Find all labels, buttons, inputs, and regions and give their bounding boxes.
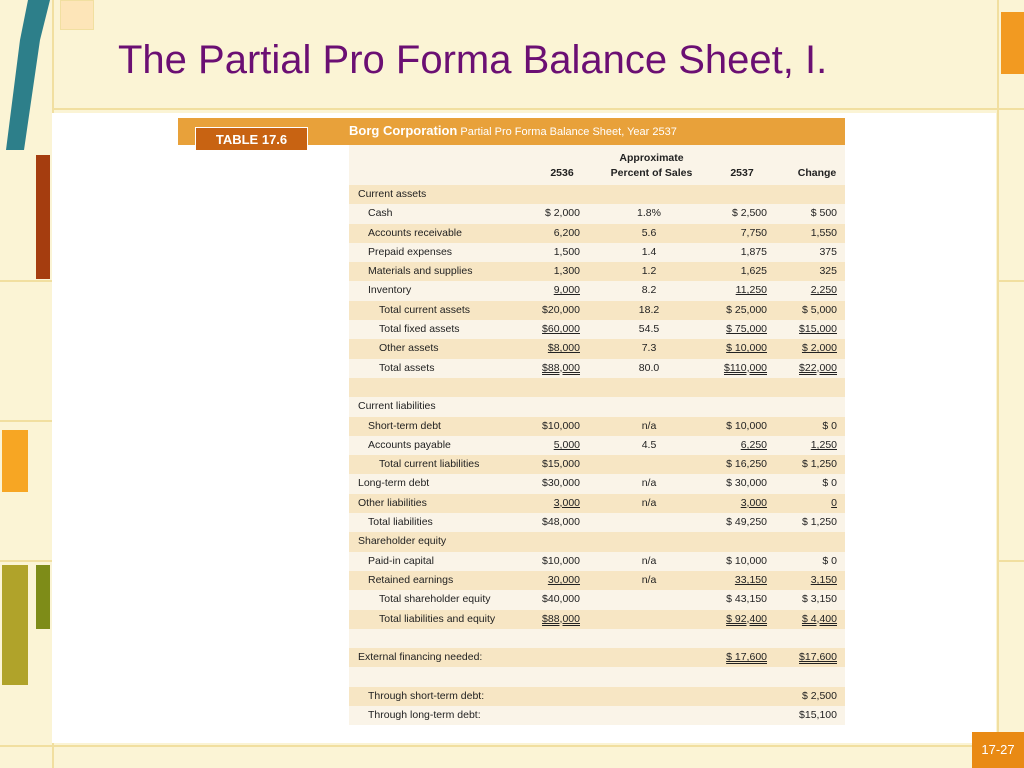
value-change: $15,000 — [799, 323, 837, 336]
value-change: 0 — [831, 496, 837, 509]
decor-block-orange — [1001, 12, 1024, 74]
table-row — [349, 532, 845, 551]
value-percent: n/a — [641, 573, 657, 586]
table-row — [349, 204, 845, 223]
table-company: Borg Corporation — [349, 123, 458, 138]
value-change: $ 1,250 — [801, 516, 837, 529]
table-title — [349, 123, 677, 138]
value-2537: 1,625 — [740, 265, 767, 278]
table-row — [349, 378, 845, 397]
table-row — [349, 262, 845, 281]
decor-block-brown — [36, 155, 50, 279]
col-header-change: Change — [797, 167, 837, 179]
decor-line — [997, 0, 999, 768]
row-label: Prepaid expenses — [368, 245, 453, 258]
table-row — [349, 687, 845, 706]
table-row — [349, 629, 845, 648]
value-2537: $ 25,000 — [726, 303, 767, 316]
decor-line — [999, 560, 1024, 562]
table-row — [349, 494, 845, 513]
table-subtitle: Partial Pro Forma Balance Sheet, Year 2537 — [460, 126, 677, 138]
value-change: 1,250 — [810, 438, 837, 451]
table-row — [349, 281, 845, 300]
table-badge: TABLE 17.6 — [195, 127, 308, 151]
value-change: $ 3,150 — [801, 593, 837, 606]
table-row — [349, 513, 845, 532]
value-2537: $ 49,250 — [726, 516, 767, 529]
value-change: $ 500 — [810, 207, 837, 220]
table-row — [349, 301, 845, 320]
value-percent: 1.2 — [641, 265, 657, 278]
value-percent: n/a — [641, 419, 657, 432]
value-change: $15,100 — [799, 709, 837, 722]
row-label: External financing needed: — [358, 651, 483, 664]
value-2536: $10,000 — [542, 554, 580, 567]
value-2537: $ 16,250 — [726, 458, 767, 471]
row-label: Cash — [368, 207, 393, 220]
value-2537: $ 75,000 — [726, 323, 767, 336]
value-change: $ 0 — [822, 554, 837, 567]
value-2537: 7,750 — [740, 226, 767, 239]
value-change: 325 — [819, 265, 837, 278]
value-2537: $ 92,400 — [726, 612, 767, 625]
value-2536: $88,000 — [542, 361, 580, 374]
decor-line — [0, 560, 52, 562]
table-row — [349, 224, 845, 243]
value-2537: $ 43,150 — [726, 593, 767, 606]
decor-line — [999, 280, 1024, 282]
value-2536: $40,000 — [542, 593, 580, 606]
value-2537: 11,250 — [735, 284, 767, 297]
table-row — [349, 243, 845, 262]
value-2536: 3,000 — [553, 496, 580, 509]
decor-block-teal — [0, 0, 52, 150]
value-change: 1,550 — [810, 226, 837, 239]
row-label: Total fixed assets — [379, 323, 460, 336]
value-2536: 30,000 — [547, 573, 580, 586]
page-number: 17-27 — [972, 732, 1024, 768]
row-label: Total current liabilities — [379, 458, 480, 471]
table-row — [349, 706, 845, 725]
decor-block-olive — [2, 565, 28, 685]
decor-line — [0, 420, 52, 422]
value-2536: $48,000 — [542, 516, 580, 529]
row-label: Short-term debt — [368, 419, 441, 432]
value-2536: 6,200 — [553, 226, 580, 239]
value-change: $22,000 — [799, 361, 837, 374]
table-row — [349, 667, 845, 686]
value-2536: 1,500 — [553, 245, 580, 258]
value-2536: $60,000 — [542, 323, 580, 336]
value-2537: 3,000 — [740, 496, 767, 509]
value-change: $ 0 — [822, 477, 837, 490]
row-label: Total assets — [379, 361, 435, 374]
value-change: $ 5,000 — [801, 303, 837, 316]
value-percent: 5.6 — [641, 226, 657, 239]
decor-block-orange — [2, 430, 28, 492]
value-2536: $30,000 — [542, 477, 580, 490]
value-change: $ 2,500 — [801, 689, 837, 702]
value-2536: $10,000 — [542, 419, 580, 432]
value-change: $ 4,400 — [801, 612, 837, 625]
table-column-headers — [349, 145, 845, 185]
table-row — [349, 185, 845, 204]
row-label: Materials and supplies — [368, 265, 473, 278]
table-row — [349, 339, 845, 358]
decor-line — [0, 745, 1024, 747]
decor-swoosh-icon — [0, 0, 52, 150]
row-label: Current liabilities — [358, 400, 436, 413]
table-row — [349, 359, 845, 378]
decor-line — [0, 108, 1024, 110]
value-percent: 8.2 — [641, 284, 657, 297]
table-row — [349, 590, 845, 609]
balance-sheet-table — [349, 145, 845, 725]
row-label: Current assets — [358, 188, 427, 200]
value-percent: 54.5 — [638, 323, 660, 336]
value-percent: 1.8% — [637, 207, 661, 220]
table-row — [349, 610, 845, 629]
value-change: 2,250 — [810, 284, 837, 297]
table-row — [349, 397, 845, 416]
row-label: Total liabilities — [368, 516, 433, 529]
col-header-percent: Approximate Percent of Sales — [610, 152, 693, 179]
value-2537: $ 2,500 — [731, 207, 767, 220]
value-percent: n/a — [641, 496, 657, 509]
table-rows — [349, 185, 845, 725]
value-percent: 80.0 — [638, 361, 660, 374]
value-change: $ 0 — [822, 419, 837, 432]
row-label: Paid-in capital — [368, 554, 434, 567]
row-label: Total shareholder equity — [379, 593, 491, 606]
row-label: Total liabilities and equity — [379, 612, 496, 625]
row-label: Total current assets — [379, 303, 471, 316]
value-change: 375 — [819, 245, 837, 258]
row-label: Shareholder equity — [358, 535, 447, 548]
value-change: 3,150 — [810, 573, 837, 586]
table-row — [349, 455, 845, 474]
value-2537: 1,875 — [740, 245, 767, 258]
table-row — [349, 474, 845, 493]
table-row — [349, 436, 845, 455]
row-label: Other assets — [379, 342, 439, 355]
row-label: Other liabilities — [358, 496, 427, 509]
row-label: Long-term debt — [358, 477, 430, 490]
table-row — [349, 417, 845, 436]
value-percent: n/a — [641, 554, 657, 567]
value-2536: 9,000 — [553, 284, 580, 297]
value-2537: $ 30,000 — [726, 477, 767, 490]
decor-block-olive — [36, 565, 50, 629]
value-2537: $ 10,000 — [726, 419, 767, 432]
slide-title: The Partial Pro Forma Balance Sheet, I. — [118, 38, 828, 82]
value-2537: $ 17,600 — [726, 651, 767, 664]
row-label: Inventory — [368, 284, 412, 297]
row-label: Accounts payable — [368, 438, 451, 451]
value-change: $17,600 — [799, 651, 837, 664]
table-row — [349, 552, 845, 571]
col-header-2537: 2537 — [730, 167, 754, 179]
value-percent: 18.2 — [638, 303, 660, 316]
value-2536: $88,000 — [542, 612, 580, 625]
row-label: Through short-term debt: — [368, 689, 485, 702]
table-row — [349, 648, 845, 667]
value-2536: 5,000 — [553, 438, 580, 451]
value-change: $ 2,000 — [801, 342, 837, 355]
value-2537: $110,000 — [723, 361, 767, 374]
table-row — [349, 571, 845, 590]
value-percent: 7.3 — [641, 342, 657, 355]
value-percent: 1.4 — [641, 245, 657, 258]
value-2537: 33,150 — [734, 573, 767, 586]
col-header-2536: 2536 — [550, 167, 574, 179]
value-2537: $ 10,000 — [726, 342, 767, 355]
value-2536: $8,000 — [547, 342, 580, 355]
row-label: Retained earnings — [368, 573, 454, 586]
value-percent: n/a — [641, 477, 657, 490]
value-2536: $20,000 — [542, 303, 580, 316]
row-label: Accounts receivable — [368, 226, 462, 239]
table-row — [349, 320, 845, 339]
value-2537: 6,250 — [740, 438, 767, 451]
value-2536: $ 2,000 — [544, 207, 580, 220]
value-2536: $15,000 — [542, 458, 580, 471]
decor-block-orange — [60, 0, 94, 30]
value-percent: 4.5 — [641, 438, 657, 451]
value-2536: 1,300 — [553, 265, 580, 278]
row-label: Through long-term debt: — [368, 709, 481, 722]
value-change: $ 1,250 — [801, 458, 837, 471]
decor-line — [0, 280, 52, 282]
value-2537: $ 10,000 — [726, 554, 767, 567]
